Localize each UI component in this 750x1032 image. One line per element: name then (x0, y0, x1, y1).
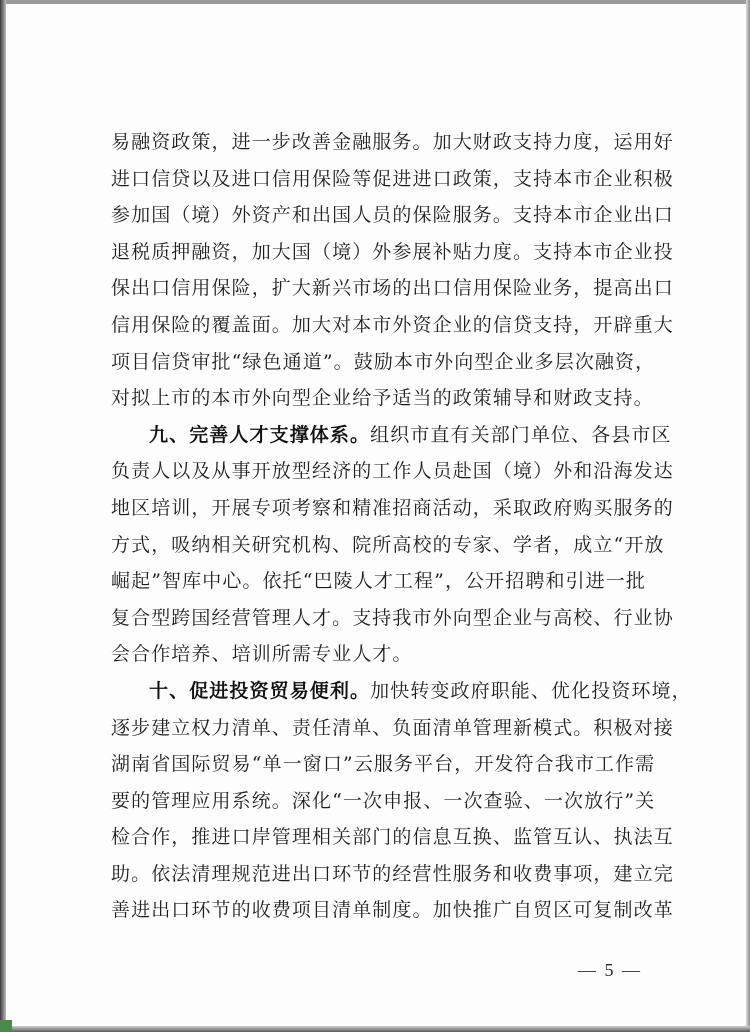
line-text: 善进出口环节的收费项目清单制度。加快推广自贸区可复制改革 (111, 899, 674, 922)
document-body (111, 124, 692, 929)
scan-edge-left (0, 0, 6, 1032)
text-line (111, 856, 674, 893)
line-text: 复合型跨国经营管理人才。支持我市外向型企业与高校、行业协 (111, 606, 674, 629)
scan-edge-top (0, 0, 750, 4)
text-line (111, 453, 674, 490)
text-line (111, 783, 656, 820)
text-line (111, 563, 646, 600)
text-line (111, 490, 674, 527)
line-text: 会合作培养、培训所需专业人才。 (111, 643, 413, 666)
scan-edge-corner (0, 1020, 12, 1032)
section-heading: 九、完善人才支撑体系。 (149, 423, 371, 446)
line-text: 进口信贷以及进口信用保险等促进进口政策，支持本市企业积极 (111, 167, 674, 190)
text-line (111, 344, 656, 381)
line-text: 加快转变政府职能、优化投资环境， (370, 679, 692, 702)
line-text: 方式，吸纳相关研究机构、院所高校的专家、学者，成立“开放 (111, 533, 665, 556)
line-text: 组织市直有关部门单位、各县市区 (370, 423, 672, 446)
line-text: 逐步建立权力清单、责任清单、负面清单管理新模式。积极对接 (111, 716, 674, 739)
line-text: 退税质押融资，加大国（境）外参展补贴力度。支持本市企业投 (111, 240, 674, 263)
line-text: 易融资政策，进一步改善金融服务。加大财政支持力度，运用好 (111, 131, 674, 153)
text-line (111, 892, 674, 929)
text-line (111, 636, 641, 673)
line-text: 崛起”智库中心。依托“巴陵人才工程”，公开招聘和引进一批 (111, 570, 646, 593)
line-text: 助。依法清理规范进出口环节的经营性服务和收费事项，建立完 (111, 862, 674, 885)
line-text: 地区培训，开展专项考察和精准招商活动，采取政府购买服务的 (111, 496, 674, 519)
line-text: 负责人以及从事开放型经济的工作人员赴国（境）外和沿海发达 (111, 460, 674, 483)
text-line (111, 673, 692, 710)
text-line (111, 270, 674, 307)
text-line (111, 600, 674, 637)
page-number: — 5 — (578, 960, 642, 980)
text-line (111, 819, 674, 856)
text-line (111, 527, 665, 564)
text-line (111, 197, 674, 234)
text-line (111, 746, 656, 783)
line-text: 要的管理应用系统。深化“一次申报、一次查验、一次放行”关 (111, 789, 656, 812)
text-line (111, 161, 674, 198)
line-text: 对拟上市的本市外向型企业给予适当的政策辅导和财政支持。 (111, 387, 654, 410)
scan-edge-bottom (0, 1026, 750, 1032)
line-text: 项目信贷审批“绿色通道”。鼓励本市外向型企业多层次融资， (111, 350, 656, 373)
line-text: 信用保险的覆盖面。加大对本市外资企业的信贷支持，开辟重大 (111, 313, 674, 336)
text-line (111, 710, 674, 747)
line-text: 保出口信用保险，扩大新兴市场的出口信用保险业务，提高出口 (111, 277, 674, 300)
line-text: 参加国（境）外资产和出国人员的保险服务。支持本市企业出口 (111, 204, 674, 227)
text-line (111, 307, 674, 344)
text-line (111, 124, 674, 161)
scan-edge-right (746, 0, 750, 1032)
text-line (111, 417, 672, 454)
line-text: 湖南省国际贸易“单一窗口”云服务平台，开发符合我市工作需 (111, 753, 656, 776)
text-line (111, 234, 674, 271)
section-heading: 十、促进投资贸易便利。 (149, 679, 371, 702)
line-text: 检合作，推进口岸管理相关部门的信息互换、监管互认、执法互 (111, 826, 674, 849)
text-line (111, 380, 654, 417)
